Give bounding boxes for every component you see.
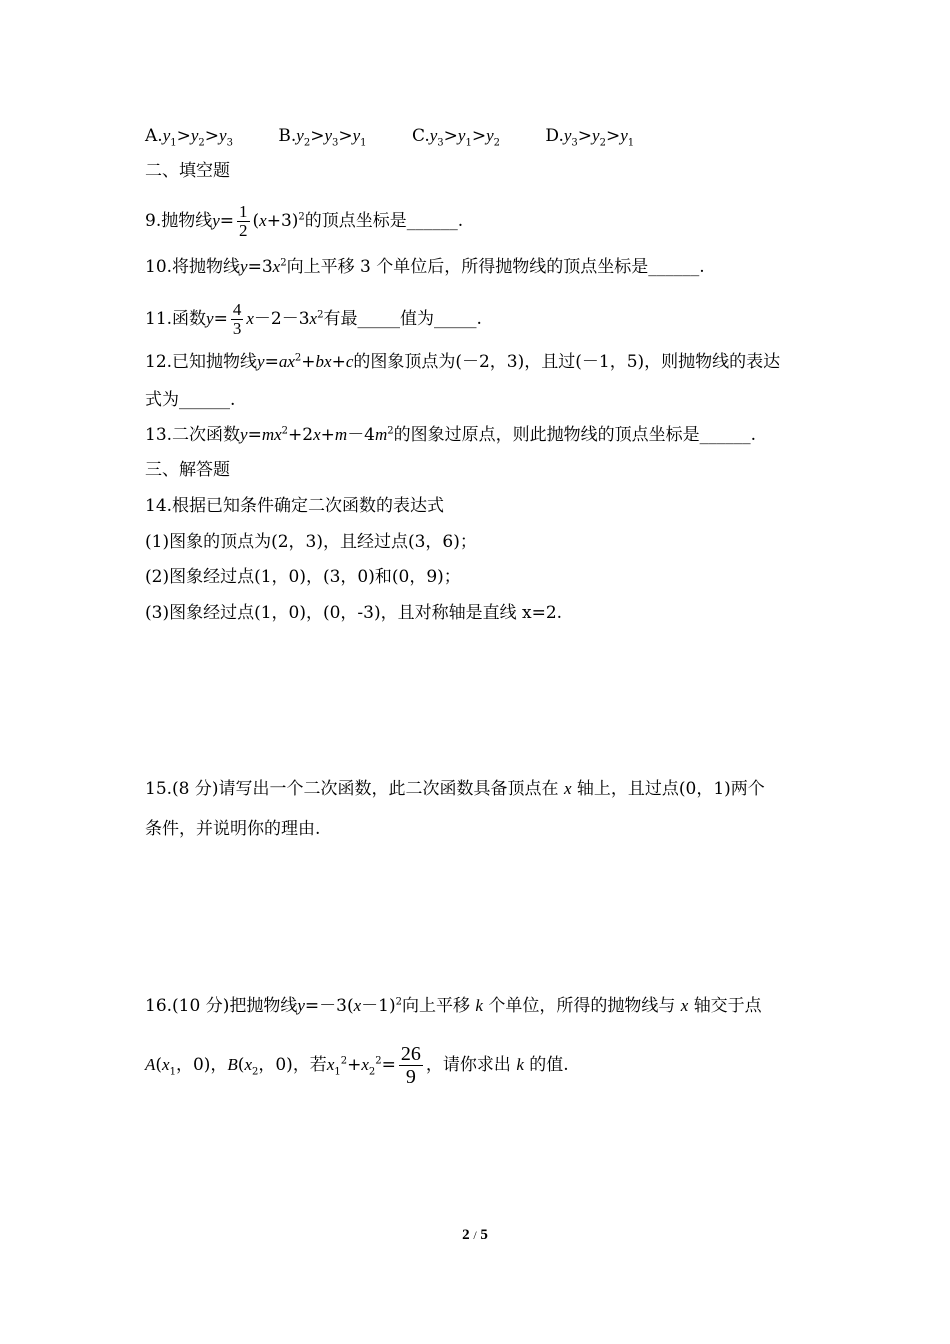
question-11: 11.函数y= $\frac{4}{3}$ $x-2-3x^2$有最_____值为_____. [145, 300, 482, 338]
question-16-line2: $A(x_1$，0)，$B(x_2$，0)，若$x_1^2+x_2^2=$ $\frac{26}{9}$ ，请你求出 k 的值. [145, 1043, 569, 1088]
page-number: 2 / 5 [462, 1227, 488, 1243]
option-b: $B.y_2>y_3>y_1$ [278, 126, 367, 149]
section-answer-title: 三、解答题 [145, 460, 230, 480]
option-d: $D.y_3>y_2>y_1$ [545, 126, 635, 149]
q8-options [145, 124, 674, 148]
option-c: $C.y_3>y_1>y_2$ [411, 126, 501, 149]
option-a: $A.y_1>y_2>y_3$ [145, 126, 233, 149]
q16-fraction: $\frac{26}{9}$ [400, 1043, 421, 1088]
question-14-part1: (1)图象的顶点为(2，3)，且经过点(3，6)； [145, 532, 477, 552]
question-15: 15.(8 分)请写出一个二次函数，此二次函数具备顶点在 x 轴上，且过点(0，1)两个 [145, 779, 765, 799]
question-14: 14.根据已知条件确定二次函数的表达式 [145, 496, 445, 516]
question-13: 13.二次函数$y=mx^2+2x+m-4m^2$的图象过原点，则此抛物线的顶点坐标是______. [145, 425, 757, 445]
question-12-line2: 式为______. [145, 390, 236, 410]
question-10: 10.将抛物线$y=3x^2$向上平移 3 个单位后，所得抛物线的顶点坐标是______. [145, 257, 705, 277]
question-16: 16.(10 分)把抛物线$y=-3(x-1)^2$向上平移 k 个单位，所得的抛物线与 x 轴交于点 [145, 996, 762, 1016]
section-fill-in-title: 二、填空题 [145, 161, 230, 181]
question-12: 12.已知抛物线$y=ax^2+bx+c$的图象顶点为(－2，3)，且过(－1，5)，则抛物线的表达 [145, 352, 781, 372]
question-9: 9.抛物线y= $\frac{1}{2}$ $(x+3)^2$的顶点坐标是______. [145, 202, 464, 240]
question-14-part2: (2)图象经过点(1，0)，(3，0)和(0，9)； [145, 567, 461, 587]
question-14-part3: (3)图象经过点(1，0)，(0，-3)，且对称轴是直线 x=2. [145, 603, 563, 623]
q9-fraction: $\frac{1}{2}$ [239, 202, 248, 240]
q11-fraction: $\frac{4}{3}$ [232, 300, 242, 338]
question-15-line2: 条件，并说明你的理由. [145, 819, 321, 839]
